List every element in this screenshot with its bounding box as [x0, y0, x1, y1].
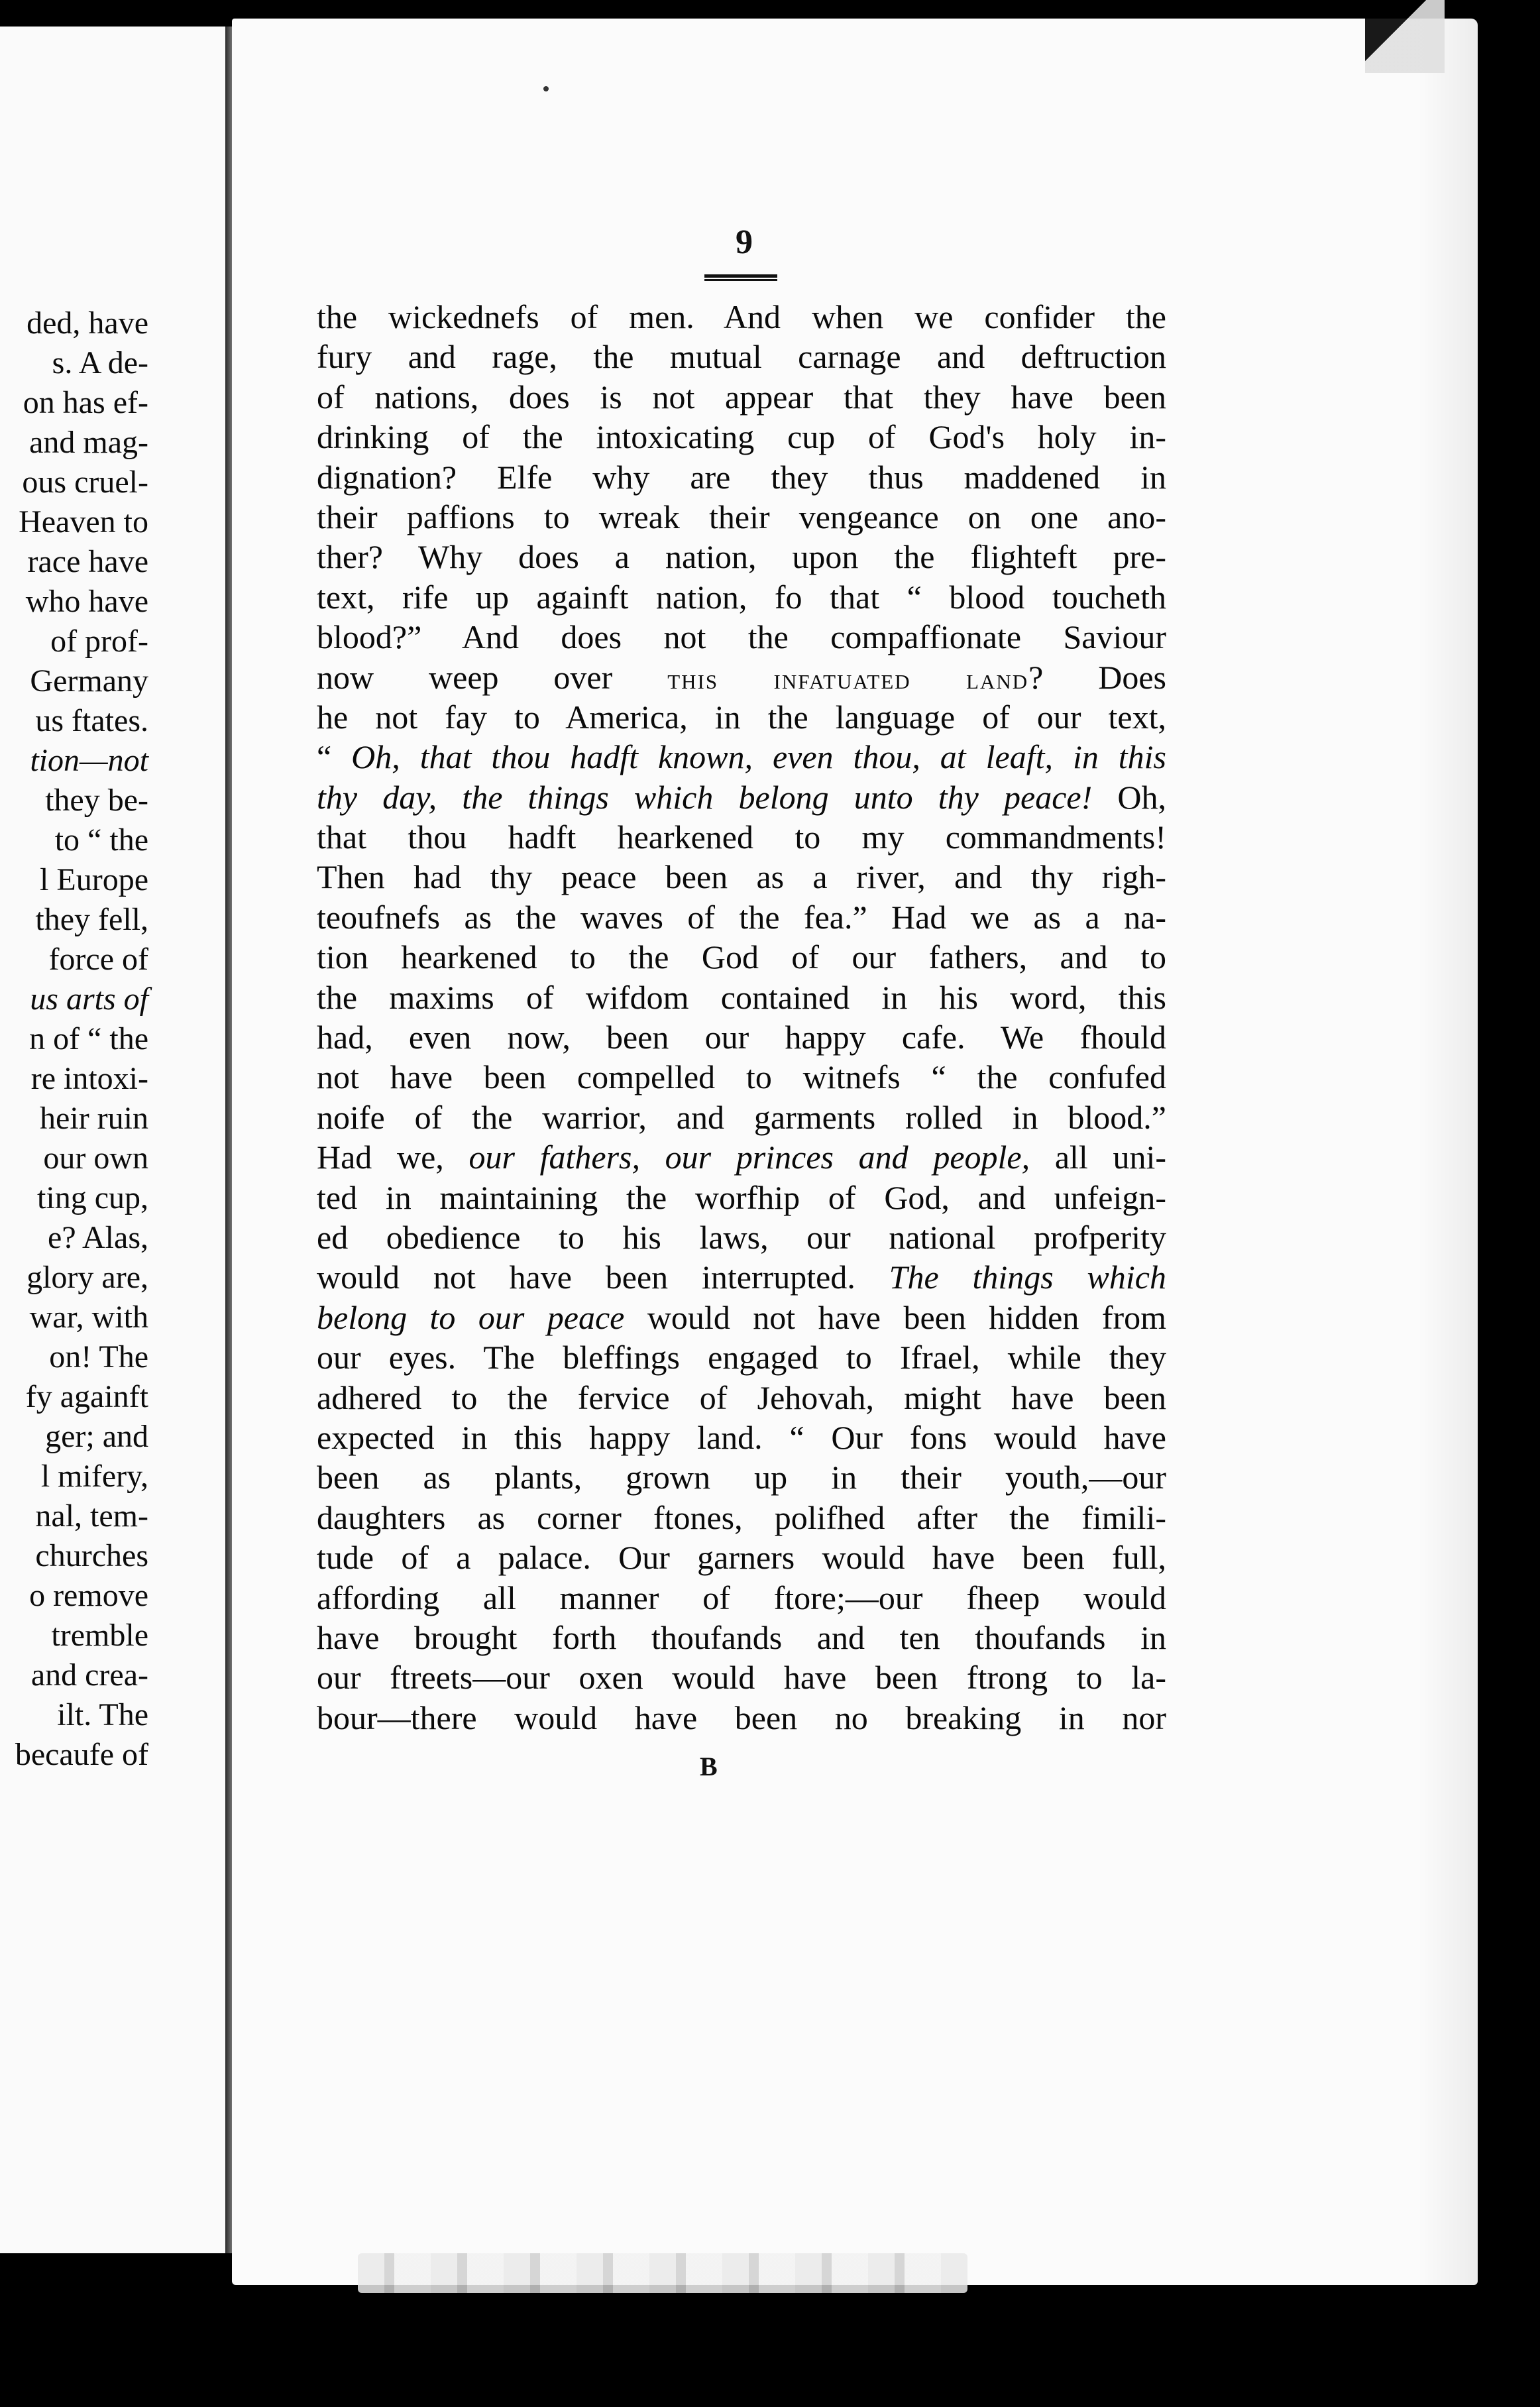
left-line: l Europe [40, 862, 148, 897]
text-line [317, 657, 1166, 697]
text-line: daughters as corner ftones, polifhed after the fimili- [317, 1498, 1166, 1536]
text-line: Then had thy peace been as a river, and thy righ- [317, 858, 1166, 896]
text-line: noife of the warrior, and garments rolled in blood.” [317, 1098, 1166, 1136]
text-line [317, 777, 1166, 817]
left-line: on! The [49, 1339, 148, 1374]
left-line: us arts of [30, 981, 148, 1017]
torn-corner [1365, 0, 1445, 73]
text-line: been as plants, grown up in their youth,—our [317, 1459, 1166, 1496]
text-line: bour—there would have been no breaking in nor [317, 1699, 1166, 1736]
left-line: Heaven to [19, 504, 148, 539]
text-line: their paffions to wreak their vengeance on one ano- [317, 498, 1166, 535]
left-line: e? Alas, [48, 1220, 148, 1255]
left-line: nal, tem- [35, 1498, 148, 1534]
left-line: re intoxi- [30, 1061, 148, 1096]
italic-run: The things which [889, 1259, 1166, 1296]
left-line: Germany [30, 663, 148, 699]
text-line: ted in maintaining the worfhip of God, and unfeign- [317, 1178, 1166, 1216]
text-line: have brought forth thoufands and ten thoufands in [317, 1618, 1166, 1656]
text-line [317, 1257, 1166, 1297]
ink-speck [543, 86, 549, 91]
text-run: would not have been hidden from [647, 1298, 1167, 1336]
text-line: not have been compelled to witnefs “ the confufed [317, 1058, 1166, 1096]
left-line: they be- [45, 783, 148, 818]
left-line: heir ruin [40, 1101, 148, 1136]
text-line: expected in this happy land. “ Our fons would have [317, 1418, 1166, 1456]
text-line: that thou hadft hearkened to my commandments! [317, 818, 1166, 856]
text-line: dignation? Elfe why are they thus maddened in [317, 458, 1166, 496]
text-line: he not fay to America, in the language of our text, [317, 698, 1166, 736]
italic-quote: Oh, that thou hadft known, even thou, at leaft, in this [351, 738, 1167, 776]
left-line: n of “ the [29, 1021, 148, 1056]
text-line: affording all manner of ftore;—our fheep would [317, 1579, 1166, 1616]
text-line: our eyes. The bleffings engaged to Ifrael, while they [317, 1339, 1166, 1376]
text-line [317, 737, 1166, 777]
text-line: ther? Why does a nation, upon the flighteft pre- [317, 538, 1166, 576]
left-line: ger; and [45, 1419, 148, 1454]
text-line: ed obedience to his laws, our national profperity [317, 1218, 1166, 1256]
left-line: becaufe of [15, 1737, 148, 1772]
left-line: churches [35, 1538, 148, 1573]
italic-run: our fathers, our princes and people, [468, 1139, 1030, 1176]
left-line: they fell, [35, 902, 148, 937]
text-run: Had we, [317, 1139, 444, 1176]
text-line: the maxims of wifdom contained in his word, this [317, 978, 1166, 1016]
left-line: ous cruel- [22, 465, 148, 500]
left-line: on has ef- [23, 385, 148, 420]
italic-quote: thy day, the things which belong unto thy peace! [317, 778, 1093, 816]
left-line: us ftates. [35, 703, 148, 738]
left-line: war, with [29, 1300, 148, 1335]
left-line: of prof- [50, 624, 148, 659]
left-line: l mifery, [40, 1459, 148, 1494]
left-line: and mag- [29, 425, 148, 460]
scanned-spread: ded, have s. A de- on has ef- and mag- ous cruel- Heaven to race have who have of prof- Germany us ftates. tion—not they be- to “ the l Europe they fell, force of us arts of n of “ the re intoxi- heir ruin our own ting cup, e? Alas, glory are, war, with on! The fy againft ger; and l mifery, nal, tem- churches o remove tremble and crea- ilt. The becaufe of 9 the wickednefs of men. And when we confider the fury and rage, the mutual carnage and deftruction of nations, does is not appear that they have been drinking of the intoxicating cup of God's holy in- dignation? Elfe why are they thus maddened in their paffions to wreak their vengeance on one ano- ther? Why does a nation, upon the flighteft pre- text, rife up againft nation, fo that “ blood toucheth blood?” And does not the compaffionate Saviour now weep over this infatuated land? Does he not fay to America, in the language of our text, “ Oh, that thou hadft known, even thou, at leaft, in this thy day, the things which belong unto thy peace! Oh, that thou hadft hearkened to my commandments! Then had thy peace been as a river, and thy righ- teoufnefs as the waves of the fea.” Had we as a na- tion hearkened to the God of our fathers, and to the maxims of wifdom contained in his word, this had, even now, been our happy cafe. We fhould not have been compelled to witnefs “ the confufed noife of the warrior, and garments rolled in blood.” Had we, our fathers, our princes and people, all uni- ted in maintaining the worfhip of God, and unfeign- ed obedience to his laws, our national profperity would not have been interrupted. The things which belong to our peace would not have been hidden from our eyes. The bleffings engaged to Ifrael, while they adhered to the fervice of Jehovah, might have been expected in this happy land. “ Our fons would have been as plants, grown up in their youth,—our daughters as corner ftones, polifhed after the fimili- tude of a palace. Our garners would have been full, affording all manner of ftore;—our fheep would have brought forth thoufands and ten thoufands in our ftreets—our oxen would have been ftrong to la- bour—there would have been no breaking in nor B [0, 0, 1540, 2407]
text-line: text, rife up againft nation, fo that “ blood toucheth [317, 578, 1166, 616]
text-line [317, 1298, 1166, 1337]
left-line: ilt. The [57, 1697, 148, 1732]
left-line: and crea- [30, 1657, 148, 1693]
left-line: to “ the [54, 822, 148, 858]
left-line: ded, have [27, 306, 148, 341]
left-line: fy againft [25, 1379, 148, 1414]
text-line: had, even now, been our happy cafe. We fhould [317, 1019, 1166, 1056]
left-line: our own [43, 1141, 148, 1176]
left-line: tremble [51, 1618, 148, 1653]
small-caps-run: this infatuated land [667, 662, 1029, 695]
body-text [317, 297, 1166, 1738]
left-line: s. A de- [52, 345, 148, 380]
left-line: ting cup, [37, 1180, 148, 1215]
facing-page-fragment [0, 27, 225, 2253]
italic-run: belong to our peace [317, 1298, 625, 1336]
text-run: “ [317, 738, 332, 776]
left-line: tion—not [30, 743, 148, 778]
text-line: teoufnefs as the waves of the fea.” Had we as a na- [317, 898, 1166, 936]
text-line: blood?” And does not the compaffionate Saviour [317, 618, 1166, 656]
text-run: all uni- [1054, 1139, 1167, 1176]
text-line: of nations, does is not appear that they have been [317, 378, 1166, 416]
signature-mark: B [700, 1752, 718, 1781]
text-line: tion hearkened to the God of our fathers, and to [317, 938, 1166, 976]
scan-top-border [0, 0, 1540, 20]
text-line: drinking of the intoxicating cup of God's holy in- [317, 418, 1166, 456]
left-line: who have [25, 584, 148, 619]
left-line: glory are, [27, 1260, 148, 1295]
text-line: fury and rage, the mutual carnage and deftruction [317, 338, 1166, 376]
text-run: now weep over [317, 658, 613, 696]
text-line: the wickednefs of men. And when we confider the [317, 298, 1166, 335]
damaged-bottom-edge [358, 2253, 967, 2293]
text-line [317, 1137, 1166, 1177]
text-run: would not have been interrupted. [317, 1259, 855, 1296]
text-line: adhered to the fervice of Jehovah, might have been [317, 1378, 1166, 1416]
left-line: force of [48, 942, 148, 977]
text-run: ? Does [1028, 658, 1167, 696]
header-rule [704, 274, 777, 281]
left-line: race have [27, 544, 148, 579]
left-line: o remove [29, 1578, 148, 1613]
text-run: Oh, [1117, 778, 1166, 816]
text-line: tude of a palace. Our garners would have been full, [317, 1539, 1166, 1577]
text-line: our ftreets—our oxen would have been ftrong to la- [317, 1659, 1166, 1697]
